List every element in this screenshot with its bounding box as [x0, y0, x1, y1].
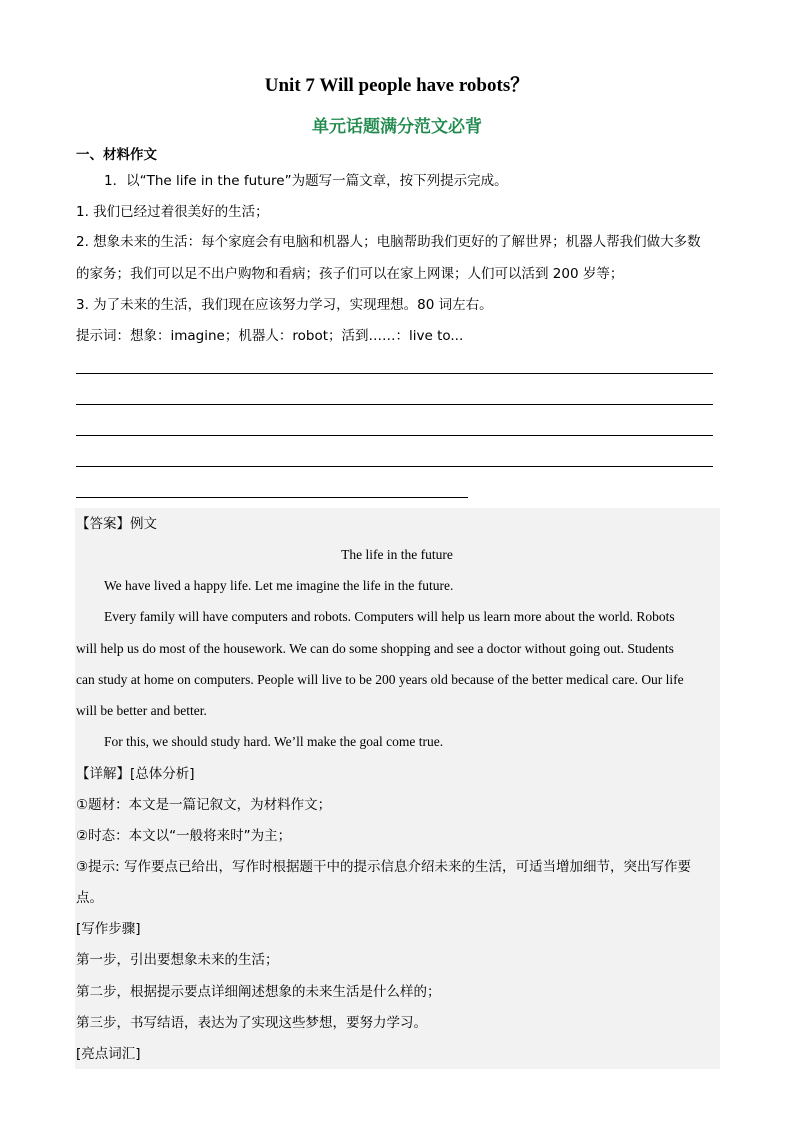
page-subtitle: 单元话题满分范文必背: [312, 117, 482, 137]
section-heading: 一、材料作文: [76, 147, 157, 163]
essay-line: will be better and better.: [76, 703, 207, 718]
answer-line: [76, 435, 713, 436]
analysis-item: ③提示: 写作要点已给出，写作时根据题干中的提示信息介绍未来的生活，可适当增加细节，突出写作要: [76, 859, 691, 875]
hint-words: 提示词：想象：imagine；机器人：robot；活到……：live to...: [76, 328, 464, 344]
task-point: 的家务；我们可以足不出户购物和看病；孩子们可以在家上网课；人们可以活到 200 岁等；: [76, 266, 624, 282]
task-point: 2. 想象未来的生活：每个家庭会有电脑和机器人；电脑帮助我们更好的了解世界；机器人帮我们做大多数: [76, 234, 701, 250]
essay-line: will help us do most of the housework. We can do some shopping and see a doctor without going out. Students: [76, 641, 674, 656]
essay-title: The life in the future: [341, 547, 453, 562]
essay-line: Every family will have computers and robots. Computers will help us learn more about the world. Robots: [104, 609, 675, 624]
task-point: 3. 为了未来的生活，我们现在应该努力学习，实现理想。80 词左右。: [76, 297, 493, 313]
step-item: 第二步，根据提示要点详细阐述想象的未来生活是什么样的；: [76, 984, 441, 1000]
answer-line: [76, 373, 713, 374]
essay-line: We have lived a happy life. Let me imagine the life in the future.: [104, 578, 454, 593]
answer-line: [76, 404, 713, 405]
step-item: 第一步，引出要想象未来的生活；: [76, 952, 279, 968]
answer-line: [76, 497, 468, 498]
essay-line: can study at home on computers. People will live to be 200 years old because of the better medical care. Our life: [76, 672, 684, 687]
task-instruction: 1．以“The life in the future”为题写一篇文章，按下列提示完成。: [104, 173, 508, 189]
analysis-item: ②时态：本文以“一般将来时”为主；: [76, 828, 292, 844]
analysis-label: 【详解】[总体分析]: [76, 766, 195, 782]
steps-label: [写作步骤]: [76, 921, 141, 937]
answer-line: [76, 466, 713, 467]
task-point: 1. 我们已经过着很美好的生活；: [76, 204, 269, 220]
step-item: 第三步，书写结语，表达为了实现这些梦想，要努力学习。: [76, 1015, 427, 1031]
page-title: Unit 7 Will people have robots？: [264, 75, 530, 96]
vocab-label: [亮点词汇]: [76, 1046, 141, 1062]
analysis-item: 点。: [76, 890, 103, 906]
answer-label: 【答案】例文: [76, 516, 157, 532]
analysis-item: ①题材：本文是一篇记叙文，为材料作文；: [76, 797, 332, 813]
essay-line: For this, we should study hard. We’ll make the goal come true.: [104, 734, 444, 749]
